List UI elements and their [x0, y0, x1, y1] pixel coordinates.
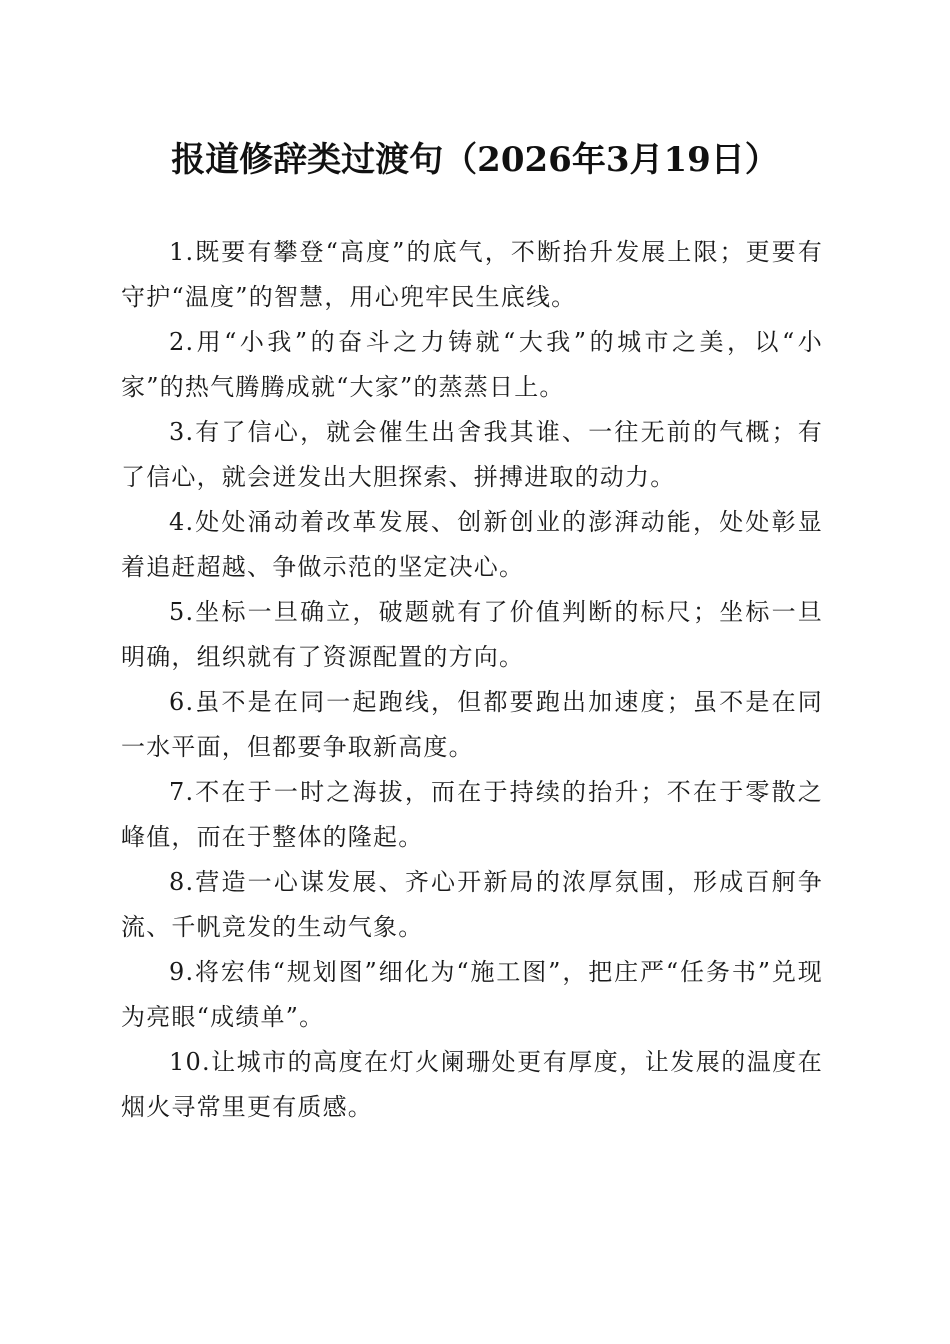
paragraph-8: 8.营造一心谋发展、齐心开新局的浓厚氛围，形成百舸争流、千帆竞发的生动气象。 — [121, 868, 823, 941]
document-title: 报道修辞类过渡句（2026年3月19日） — [171, 140, 779, 180]
paragraph-6: 6.虽不是在同一起跑线，但都要跑出加速度；虽不是在同一水平面，但都要争取新高度。 — [121, 688, 823, 761]
paragraph-1: 1.既要有攀登“高度”的底气，不断抬升发展上限；更要有守护“温度”的智慧，用心兜牢民生底线。 — [121, 238, 823, 311]
paragraph-7: 7.不在于一时之海拔，而在于持续的抬升；不在于零散之峰值，而在于整体的隆起。 — [121, 778, 823, 851]
paragraph-9: 9.将宏伟“规划图”细化为“施工图”，把庄严“任务书”兑现为亮眼“成绩单”。 — [121, 958, 823, 1031]
paragraph-2: 2.用“小我”的奋斗之力铸就“大我”的城市之美，以“小家”的热气腾腾成就“大家”的蒸蒸日上。 — [121, 328, 823, 401]
paragraph-5: 5.坐标一旦确立，破题就有了价值判断的标尺；坐标一旦明确，组织就有了资源配置的方向。 — [121, 598, 823, 671]
paragraph-3: 3.有了信心，就会催生出舍我其谁、一往无前的气概；有了信心，就会迸发出大胆探索、拼搏进取的动力。 — [121, 418, 823, 491]
document-body — [121, 230, 823, 1130]
paragraph-10: 10.让城市的高度在灯火阑珊处更有厚度，让发展的温度在烟火寻常里更有质感。 — [121, 1048, 823, 1121]
paragraph-4: 4.处处涌动着改革发展、创新创业的澎湃动能，处处彰显着追赶超越、争做示范的坚定决心。 — [121, 508, 823, 581]
